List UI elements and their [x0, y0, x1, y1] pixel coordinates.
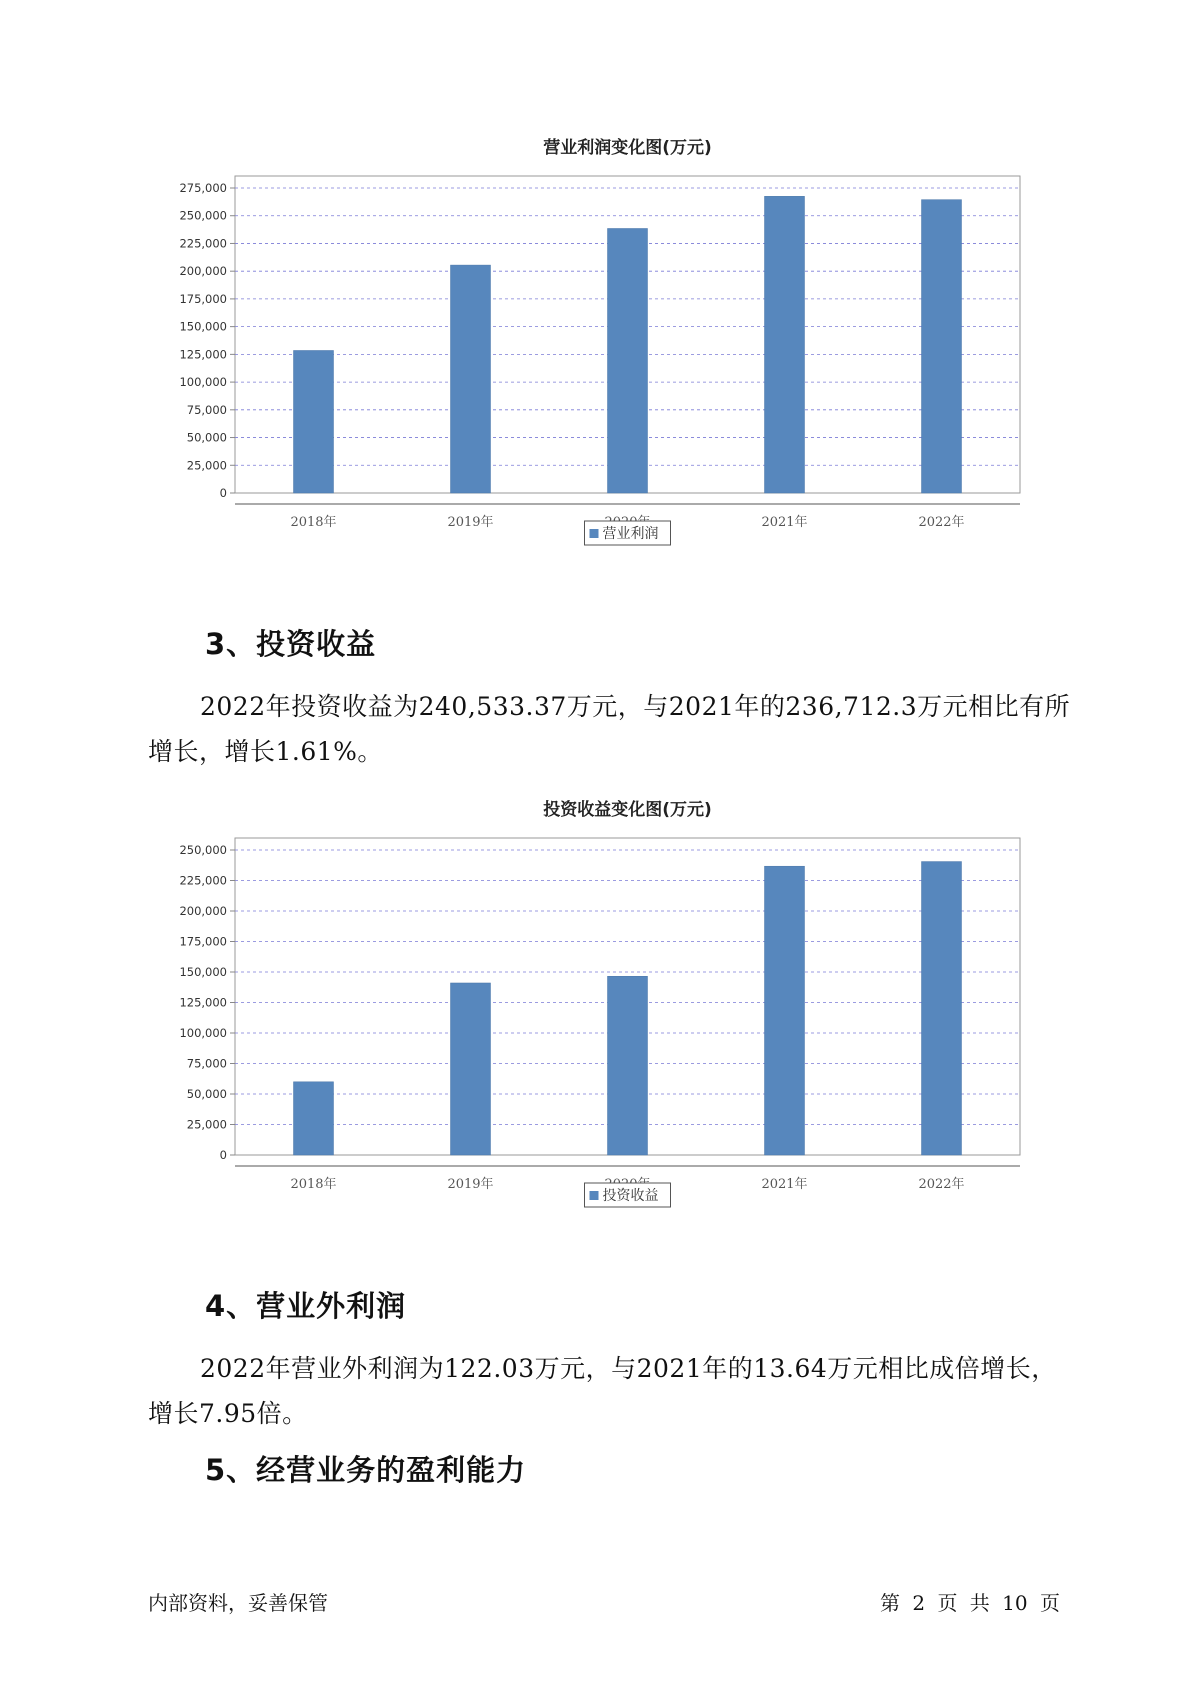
footer-page-number: 第 2 页 共 10 页 [880, 1591, 1060, 1615]
chart0-xtick-label: 2019年 [447, 515, 494, 530]
chart1-ytick-label: 25,000 [186, 1117, 227, 1132]
operating-profit-chart-svg [150, 128, 1030, 598]
chart0-ytick-label: 75,000 [186, 402, 227, 417]
chart1-ytick-label: 175,000 [179, 934, 227, 949]
chart1-bar [294, 1082, 334, 1155]
chart0-ytick-label: 225,000 [179, 236, 227, 251]
section-text-non-operating-profit: 2022年营业外利润为122.03万元，与2021年的13.64万元相比成倍增长，增长7.95倍。 [148, 1354, 1057, 1428]
chart0-bar [922, 200, 962, 493]
chart1-xtick-label: 2018年 [290, 1177, 337, 1192]
investment-income-chart [150, 790, 1030, 1260]
chart1-legend-swatch [590, 1191, 599, 1200]
chart1-xtick-label: 2021年 [761, 1177, 808, 1192]
chart0-ytick-label: 200,000 [179, 264, 227, 279]
chart0-ytick-label: 50,000 [186, 430, 227, 445]
chart1-ytick-label: 150,000 [179, 965, 227, 979]
chart1-bar [765, 866, 805, 1155]
chart0-ytick-label: 25,000 [186, 458, 227, 473]
chart0-ytick-label: 175,000 [179, 291, 227, 306]
chart1-ytick-label: 0 [219, 1148, 227, 1162]
chart0-title: 营业利润变化图(万元) [543, 138, 712, 158]
chart0-bar [765, 196, 805, 493]
operating-profit-chart [150, 128, 1030, 598]
chart1-bar [608, 976, 648, 1155]
chart1-ytick-label: 250,000 [179, 843, 227, 857]
chart0-legend-label: 营业利润 [602, 526, 659, 542]
chart1-bar [451, 983, 491, 1155]
chart0-ytick-label: 275,000 [179, 181, 227, 195]
investment-income-chart-svg [150, 790, 1030, 1260]
chart0-legend-swatch [590, 529, 599, 538]
chart1-ytick-label: 50,000 [186, 1087, 227, 1101]
section-heading-investment-income: 3、投资收益 [205, 627, 377, 661]
chart0-ytick-label: 250,000 [179, 208, 227, 223]
chart1-ytick-label: 125,000 [179, 995, 227, 1010]
section-text-investment-income: 2022年投资收益为240,533.37万元，与2021年的236,712.3万元相比有所增长，增长1.61%。 [148, 692, 1071, 766]
chart0-xtick-label: 2022年 [918, 515, 965, 530]
chart1-title: 投资收益变化图(万元) [543, 800, 712, 820]
footer-confidential-note: 内部资料，妥善保管 [148, 1591, 328, 1615]
chart1-ytick-label: 200,000 [179, 904, 227, 918]
chart1-legend-label: 投资收益 [602, 1188, 659, 1204]
chart0-ytick-label: 150,000 [179, 319, 227, 334]
chart1-xtick-label: 2019年 [447, 1177, 494, 1192]
chart1-ytick-label: 75,000 [186, 1056, 227, 1071]
chart0-xtick-label: 2018年 [290, 515, 337, 530]
chart1-xtick-label: 2022年 [918, 1177, 965, 1192]
section-heading-non-operating-profit: 4、营业外利润 [205, 1289, 407, 1323]
chart0-ytick-label: 0 [219, 486, 227, 500]
chart1-ytick-label: 100,000 [179, 1026, 227, 1040]
chart0-bar [294, 350, 334, 493]
chart1-bar [922, 862, 962, 1155]
section-heading-business-profitability: 5、经营业务的盈利能力 [205, 1453, 527, 1487]
chart0-ytick-label: 100,000 [179, 375, 227, 390]
chart1-ytick-label: 225,000 [179, 873, 227, 888]
chart0-xtick-label: 2021年 [761, 515, 808, 530]
chart0-bar [451, 265, 491, 493]
chart0-ytick-label: 125,000 [179, 347, 227, 362]
chart0-bar [608, 228, 648, 493]
